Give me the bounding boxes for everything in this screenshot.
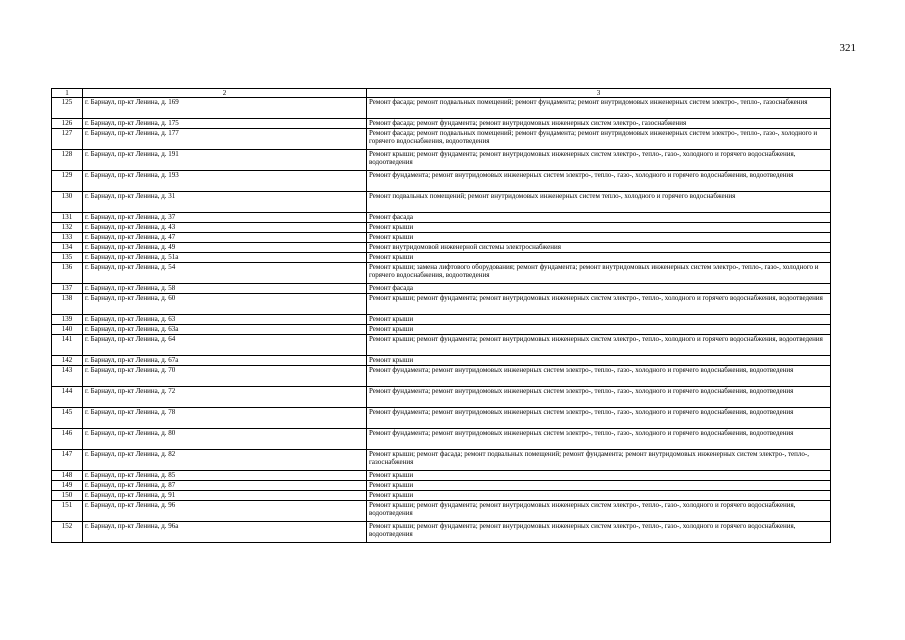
table-row <box>52 429 831 450</box>
row-works: Ремонт фасада; ремонт подвальных помещений; ремонт фундамента; ремонт внутридомовых инженерных систем электро-, тепло-, газоснабжения <box>367 98 831 119</box>
table-body <box>52 98 831 543</box>
row-address: г. Барнаул, пр-кт Ленина, д. 70 <box>83 366 367 387</box>
row-number: 143 <box>52 366 83 387</box>
row-works: Ремонт крыши <box>367 223 831 233</box>
table-row <box>52 408 831 429</box>
row-works: Ремонт крыши <box>367 253 831 263</box>
row-address: г. Барнаул, пр-кт Ленина, д. 51а <box>83 253 367 263</box>
row-number: 142 <box>52 356 83 366</box>
row-number: 130 <box>52 192 83 213</box>
row-address: г. Барнаул, пр-кт Ленина, д. 72 <box>83 387 367 408</box>
row-number: 149 <box>52 481 83 491</box>
row-works: Ремонт крыши; ремонт фундамента; ремонт внутридомовых инженерных систем электро-, тепло-, холодного и горячего водоснабжения, водоотведения <box>367 294 831 315</box>
row-number: 126 <box>52 119 83 129</box>
row-address: г. Барнаул, пр-кт Ленина, д. 80 <box>83 429 367 450</box>
row-address: г. Барнаул, пр-кт Ленина, д. 169 <box>83 98 367 119</box>
row-address: г. Барнаул, пр-кт Ленина, д. 91 <box>83 491 367 501</box>
header-row <box>52 89 831 98</box>
row-number: 140 <box>52 325 83 335</box>
row-number: 148 <box>52 471 83 481</box>
row-number: 145 <box>52 408 83 429</box>
row-number: 125 <box>52 98 83 119</box>
row-works: Ремонт фасада; ремонт фундамента; ремонт внутридомовых инженерных систем электро-, газоснабжения <box>367 119 831 129</box>
table-row <box>52 98 831 119</box>
table-row <box>52 471 831 481</box>
table-row <box>52 223 831 233</box>
row-address: г. Барнаул, пр-кт Ленина, д. 64 <box>83 335 367 356</box>
table-row <box>52 491 831 501</box>
row-number: 136 <box>52 263 83 284</box>
row-address: г. Барнаул, пр-кт Ленина, д. 78 <box>83 408 367 429</box>
table-row <box>52 522 831 543</box>
row-works: Ремонт крыши <box>367 481 831 491</box>
row-works: Ремонт крыши <box>367 471 831 481</box>
row-number: 134 <box>52 243 83 253</box>
row-number: 141 <box>52 335 83 356</box>
row-works: Ремонт фасада <box>367 213 831 223</box>
table-row <box>52 294 831 315</box>
row-number: 132 <box>52 223 83 233</box>
row-works: Ремонт крыши <box>367 491 831 501</box>
column-header-1: 1 <box>52 89 83 98</box>
row-works: Ремонт крыши <box>367 315 831 325</box>
row-address: г. Барнаул, пр-кт Ленина, д. 37 <box>83 213 367 223</box>
row-works: Ремонт фасада; ремонт подвальных помещений; ремонт фундамента; ремонт внутридомовых инженерных систем электро-, тепло-, газо-, холодного и горячего водоснабжения, водоотведения <box>367 129 831 150</box>
table-row <box>52 171 831 192</box>
row-address: г. Барнаул, пр-кт Ленина, д. 49 <box>83 243 367 253</box>
row-number: 129 <box>52 171 83 192</box>
row-number: 137 <box>52 284 83 294</box>
row-works: Ремонт крыши; замена лифтового оборудования; ремонт фундамента; ремонт внутридомовых инженерных систем электро-, тепло-, газо-, холодного и горячего водоснабжения, водоотведения <box>367 263 831 284</box>
row-works: Ремонт крыши <box>367 233 831 243</box>
registry-table <box>51 88 831 543</box>
table-row <box>52 233 831 243</box>
table-row <box>52 366 831 387</box>
row-address: г. Барнаул, пр-кт Ленина, д. 193 <box>83 171 367 192</box>
table-row <box>52 387 831 408</box>
row-number: 127 <box>52 129 83 150</box>
row-number: 139 <box>52 315 83 325</box>
row-address: г. Барнаул, пр-кт Ленина, д. 43 <box>83 223 367 233</box>
row-works: Ремонт фасада <box>367 284 831 294</box>
row-address: г. Барнаул, пр-кт Ленина, д. 47 <box>83 233 367 243</box>
table-row <box>52 501 831 522</box>
row-number: 138 <box>52 294 83 315</box>
row-works: Ремонт крыши; ремонт фасада; ремонт подвальных помещений; ремонт фундамента; ремонт внутридомовых инженерных систем электро-, тепло-, газоснабжения <box>367 450 831 471</box>
table-row <box>52 253 831 263</box>
table-row <box>52 192 831 213</box>
row-address: г. Барнаул, пр-кт Ленина, д. 96 <box>83 501 367 522</box>
table-row <box>52 150 831 171</box>
row-address: г. Барнаул, пр-кт Ленина, д. 82 <box>83 450 367 471</box>
row-address: г. Барнаул, пр-кт Ленина, д. 177 <box>83 129 367 150</box>
row-works: Ремонт крыши; ремонт фундамента; ремонт внутридомовых инженерных систем электро-, тепло-, холодного и горячего водоснабжения, водоотведения <box>367 335 831 356</box>
row-address: г. Барнаул, пр-кт Ленина, д. 85 <box>83 471 367 481</box>
table-row <box>52 356 831 366</box>
column-header-3: 3 <box>367 89 831 98</box>
row-address: г. Барнаул, пр-кт Ленина, д. 31 <box>83 192 367 213</box>
row-number: 128 <box>52 150 83 171</box>
row-works: Ремонт крыши; ремонт фундамента; ремонт внутридомовых инженерных систем электро-, тепло-, газо-, холодного и горячего водоснабжения, водоотведения <box>367 501 831 522</box>
row-number: 146 <box>52 429 83 450</box>
row-number: 133 <box>52 233 83 243</box>
row-address: г. Барнаул, пр-кт Ленина, д. 67а <box>83 356 367 366</box>
row-works: Ремонт фундамента; ремонт внутридомовых инженерных систем электро-, тепло-, газо-, холодного и горячего водоснабжения, водоотведения <box>367 366 831 387</box>
row-works: Ремонт фундамента; ремонт внутридомовых инженерных систем электро-, тепло-, газо-, холодного и горячего водоснабжения, водоотведения <box>367 408 831 429</box>
row-address: г. Барнаул, пр-кт Ленина, д. 60 <box>83 294 367 315</box>
row-number: 135 <box>52 253 83 263</box>
row-address: г. Барнаул, пр-кт Ленина, д. 96а <box>83 522 367 543</box>
row-address: г. Барнаул, пр-кт Ленина, д. 87 <box>83 481 367 491</box>
table-row <box>52 263 831 284</box>
row-number: 144 <box>52 387 83 408</box>
row-works: Ремонт фундамента; ремонт внутридомовых инженерных систем электро-, тепло-, газо-, холодного и горячего водоснабжения, водоотведения <box>367 429 831 450</box>
row-number: 152 <box>52 522 83 543</box>
row-number: 147 <box>52 450 83 471</box>
table-row <box>52 129 831 150</box>
row-number: 131 <box>52 213 83 223</box>
row-address: г. Барнаул, пр-кт Ленина, д. 54 <box>83 263 367 284</box>
row-works: Ремонт крыши; ремонт фундамента; ремонт внутридомовых инженерных систем электро-, тепло-, газо-, холодного и горячего водоснабжения, водоотведения <box>367 150 831 171</box>
table-row <box>52 325 831 335</box>
row-works: Ремонт крыши <box>367 356 831 366</box>
table-header <box>52 89 831 98</box>
row-number: 151 <box>52 501 83 522</box>
row-address: г. Барнаул, пр-кт Ленина, д. 191 <box>83 150 367 171</box>
row-works: Ремонт крыши; ремонт фундамента; ремонт внутридомовых инженерных систем электро-, тепло-, газо-, холодного и горячего водоснабжения, водоотведения <box>367 522 831 543</box>
row-address: г. Барнаул, пр-кт Ленина, д. 63а <box>83 325 367 335</box>
table-row <box>52 481 831 491</box>
row-number: 150 <box>52 491 83 501</box>
table-row <box>52 315 831 325</box>
row-works: Ремонт фундамента; ремонт внутридомовых инженерных систем электро-, тепло-, газо-, холодного и горячего водоснабжения, водоотведения <box>367 387 831 408</box>
table-row <box>52 243 831 253</box>
row-address: г. Барнаул, пр-кт Ленина, д. 175 <box>83 119 367 129</box>
table-row <box>52 213 831 223</box>
row-works: Ремонт подвальных помещений; ремонт внутридомовых инженерных систем тепло-, холодного и горячего водоснабжения <box>367 192 831 213</box>
table-row <box>52 335 831 356</box>
row-works: Ремонт крыши <box>367 325 831 335</box>
table-row <box>52 284 831 294</box>
row-works: Ремонт фундамента; ремонт внутридомовых инженерных систем электро-, тепло-, газо-, холодного и горячего водоснабжения, водоотведения <box>367 171 831 192</box>
column-header-2: 2 <box>83 89 367 98</box>
row-works: Ремонт внутридомовой инженерной системы электроснабжения <box>367 243 831 253</box>
table-row <box>52 119 831 129</box>
row-address: г. Барнаул, пр-кт Ленина, д. 63 <box>83 315 367 325</box>
page-number: 321 <box>839 42 856 54</box>
table-row <box>52 450 831 471</box>
row-address: г. Барнаул, пр-кт Ленина, д. 58 <box>83 284 367 294</box>
